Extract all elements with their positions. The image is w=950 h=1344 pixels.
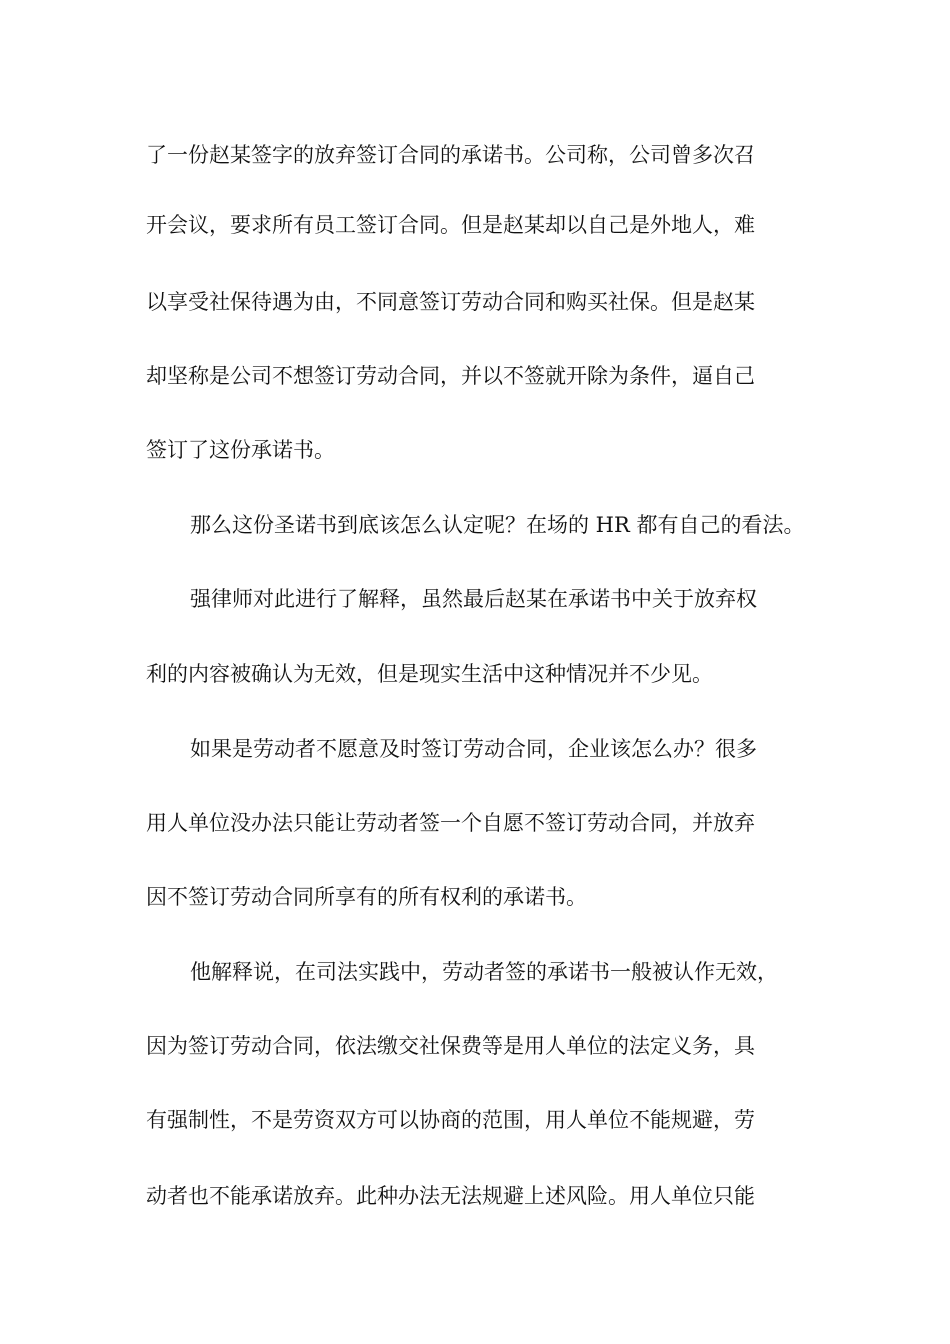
text-line: 因不签订劳动合同所享有的所有权利的承诺书。 <box>146 885 587 909</box>
text-line: 却坚称是公司不想签订劳动合同，并以不签就开除为条件，逼自己 <box>146 364 755 388</box>
text-line: 因为签订劳动合同，依法缴交社保费等是用人单位的法定义务，具 <box>146 1034 755 1058</box>
text-line: 那么这份圣诺书到底该怎么认定呢？在场的 HR 都有自己的看法。 <box>190 513 805 537</box>
text-line: 签订了这份承诺书。 <box>146 438 335 462</box>
text-line: 动者也不能承诺放弃。此种办法无法规避上述风险。用人单位只能 <box>146 1184 755 1208</box>
text-line: 利的内容被确认为无效，但是现实生活中这种情况并不少见。 <box>146 662 713 686</box>
text-line: 有强制性，不是劳资双方可以协商的范围，用人单位不能规避，劳 <box>146 1108 755 1132</box>
text-line: 以享受社保待遇为由，不同意签订劳动合同和购买社保。但是赵某 <box>146 290 755 314</box>
text-line: 用人单位没办法只能让劳动者签一个自愿不签订劳动合同，并放弃 <box>146 811 755 835</box>
text-line: 了一份赵某签字的放弃签订合同的承诺书。公司称，公司曾多次召 <box>146 143 755 167</box>
text-line: 如果是劳动者不愿意及时签订劳动合同，企业该怎么办？很多 <box>190 737 757 761</box>
text-line: 他解释说，在司法实践中，劳动者签的承诺书一般被认作无效， <box>190 960 778 984</box>
text-line: 开会议，要求所有员工签订合同。但是赵某却以自己是外地人，难 <box>146 213 755 237</box>
text-line: 强律师对此进行了解释，虽然最后赵某在承诺书中关于放弃权 <box>190 587 757 611</box>
